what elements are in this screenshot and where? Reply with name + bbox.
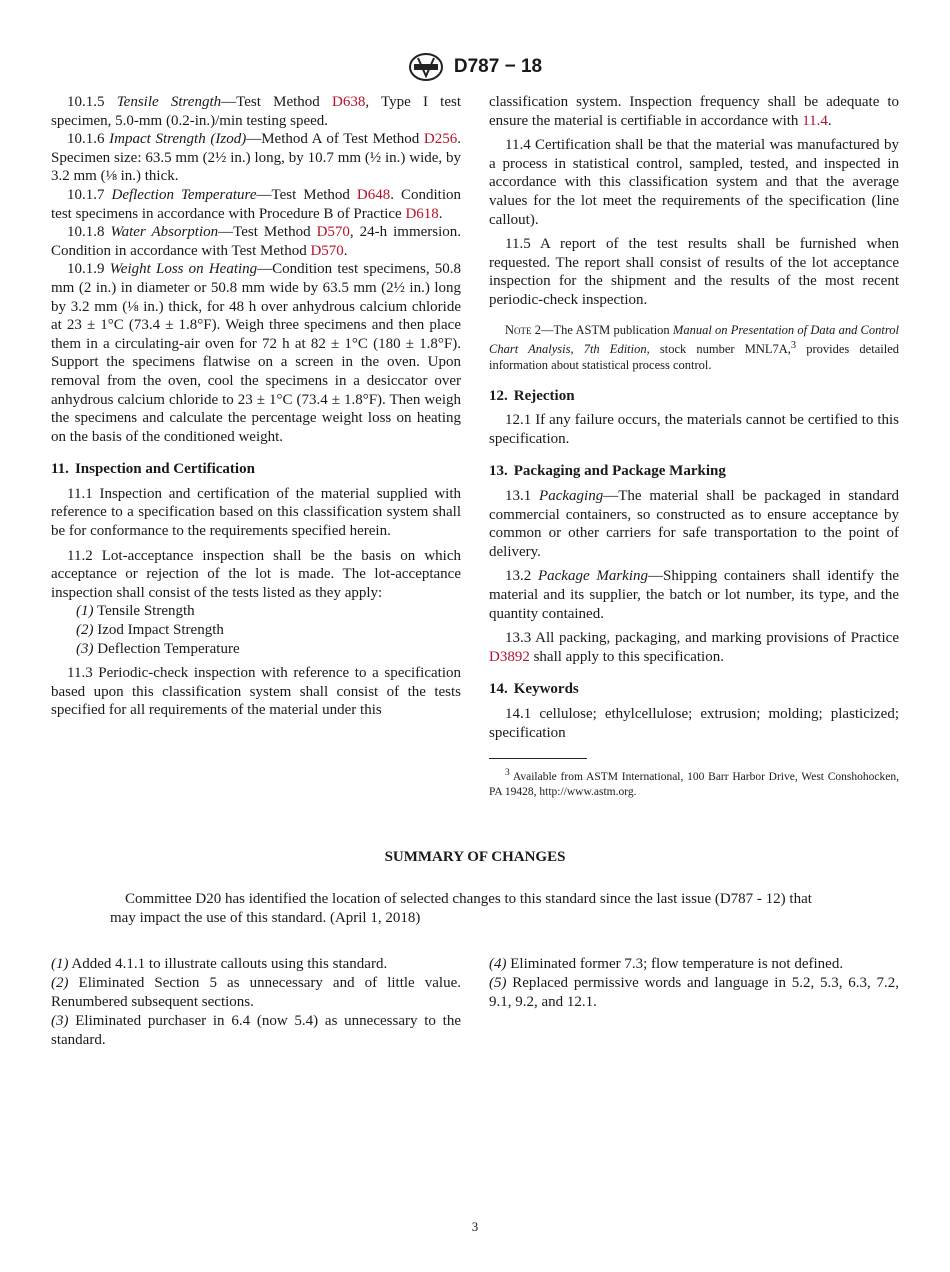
para-10-1-7: 10.1.7 Deflection Temperature—Test Method D648. Condition test specimens in accordance with Procedure B of Practice D618. <box>51 186 461 222</box>
page-number: 3 <box>471 1219 479 1234</box>
ref-link[interactable]: D3892 <box>489 648 530 665</box>
ref-link[interactable]: D648 <box>356 186 391 203</box>
para-10-1-8: 10.1.8 Water Absorption—Test Method D570, 24-h immersion. Condition in accordance with Test Method D570. <box>51 224 462 259</box>
para-11-1: 11.1 Inspection and certification of the material supplied with reference to a specification based on this classification system shall be for conformance to the requirements specified herein. <box>51 485 461 540</box>
summary-title: SUMMARY OF CHANGES <box>384 849 566 865</box>
para-10-1-6: 10.1.6 Impact Strength (Izod)—Method A of Test Method D256. Specimen size: 63.5 mm (2½ in.) long, by 10.7 mm (½ in.) wide, by 3.2 mm (⅛ in.) thick. <box>51 131 462 185</box>
summary-left-column <box>51 955 461 1050</box>
summary-item: (4) Eliminated former 7.3; flow temperature is not defined. <box>489 956 844 972</box>
summary-item: (3) Eliminated purchaser in 6.4 (now 5.4) as unnecessary to the standard. <box>51 1013 461 1048</box>
document-id: D787 − 18 <box>453 56 543 77</box>
footnote-3: $^3$ Available from ASTM International, 100 Barr Harbor Drive, West Conshohocken, PA 19428, http://www.astm.org. <box>489 767 899 799</box>
para-11-3: 11.3 Periodic-check inspection with reference to a specification based upon this classification system shall consist of the tests specified for all requirements of the material under this <box>51 665 461 719</box>
para-13-3: 13.3 All packing, packaging, and marking provisions of Practice D3892 shall apply to this specification. <box>489 630 899 665</box>
para-13-2: 13.2 Package Marking—Shipping containers shall identify the material and its supplier, the batch or lot number, its type, and the quantity contained. <box>489 568 899 622</box>
summary-intro: Committee D20 has identified the location of selected changes to this standard since the last issue (D787 - 12) that may impact the use of this standard. (April 1, 2018) <box>110 891 812 926</box>
ref-link[interactable]: D618 <box>405 205 439 222</box>
ref-link[interactable]: D256 <box>423 131 458 148</box>
note-2: Note 2—The ASTM publication Manual on Presentation of Data and Control Chart Analysis, 7th Edition, stock number MNL7A,$^3$ provides detailed information about statistical process control. <box>489 322 899 372</box>
section-heading-11: 11. Inspection and Certification <box>51 461 255 478</box>
list-item: (3) Deflection Temperature <box>76 640 240 657</box>
para-11-2: 11.2 Lot-acceptance inspection shall be the basis on which acceptance or rejection of the lot is made. The lot-acceptance inspection shall consist of the tests listed as they apply: <box>51 547 461 601</box>
section-heading-14: 14. Keywords <box>489 681 579 698</box>
para-11-4: 11.4 Certification shall be that the material was manufactured by a process in statistical control, sampled, tested, and inspected in accordance with this classification system and that the average values for the lot meet the requirements of the specification (line callout). <box>489 137 899 228</box>
test-list <box>51 602 461 658</box>
para-10-1-9: 10.1.9 Weight Loss on Heating—Condition test specimens, 50.8 mm (2 in.) in diameter or 50.8 mm wide by 63.5 mm (2½ in.) long by 3.2 mm (⅛ in.) thick, for 48 h over anhydrous calcium chloride at 23 ± 1°C (73.4 ± 1.8°F). Weigh three specimens and then place them in a circulating-air oven for 72 h at 82 ± 1°C (180 ± 1.8°F). Support the specimens flatwise on a screen in the oven. Upon removal from the oven, cool the specimens in a desiccator over anhydrous calcium chloride to 23 ± 1°C (73.4 ± 1.8°F). Then weigh the specimens and calculate the percentage weight loss on heating on the basis of the conditioned weight. <box>51 261 462 445</box>
summary-item: (5) Replaced permissive words and language in 5.2, 5.3, 6.3, 7.2, 9.1, 9.2, and 12.1. <box>489 975 899 1010</box>
ref-link[interactable]: D570 <box>310 242 344 259</box>
para-10-1-5: 10.1.5 Tensile Strength—Test Method D638, Type I test specimen, 5.0-mm (0.2-in.)/min testing speed. <box>51 94 462 129</box>
list-item: (2) Izod Impact Strength <box>76 622 224 639</box>
summary-item: (1) Added 4.1.1 to illustrate callouts using this standard. <box>51 956 388 972</box>
para-11-3-continued: classification system. Inspection frequency shall be adequate to ensure the material is certifiable in accordance with 11.4. <box>489 94 899 129</box>
section-heading-13: 13. Packaging and Package Marking <box>489 463 726 480</box>
summary-right-column <box>489 955 899 1012</box>
right-column <box>489 93 899 800</box>
para-14-1: 14.1 cellulose; ethylcellulose; extrusion; molding; plasticized; specification <box>489 706 899 741</box>
astm-logo-icon <box>408 52 444 82</box>
ref-link[interactable]: D638 <box>331 94 366 110</box>
page-header <box>0 52 950 82</box>
ref-link[interactable]: D570 <box>316 224 350 241</box>
para-11-5: 11.5 A report of the test results shall be furnished when requested. The report shall consist of results of the lot acceptance inspection for the shipment and the results of the most recent periodic-check inspection. <box>489 236 899 308</box>
ref-link[interactable]: 11.4 <box>802 112 828 129</box>
para-13-1: 13.1 Packaging—The material shall be packaged in standard commercial containers, so constructed as to ensure acceptance by common or other carriers for safe transportation to the point of delivery. <box>489 488 900 560</box>
list-item: (1) Tensile Strength <box>76 603 195 620</box>
section-heading-12: 12. Rejection <box>489 387 575 404</box>
left-column <box>51 93 461 720</box>
summary-item: (2) Eliminated Section 5 as unnecessary and of little value. Renumbered subsequent sections. <box>51 975 461 1010</box>
para-12-1: 12.1 If any failure occurs, the materials cannot be certified to this specification. <box>489 412 899 447</box>
footnote-divider <box>489 758 587 759</box>
